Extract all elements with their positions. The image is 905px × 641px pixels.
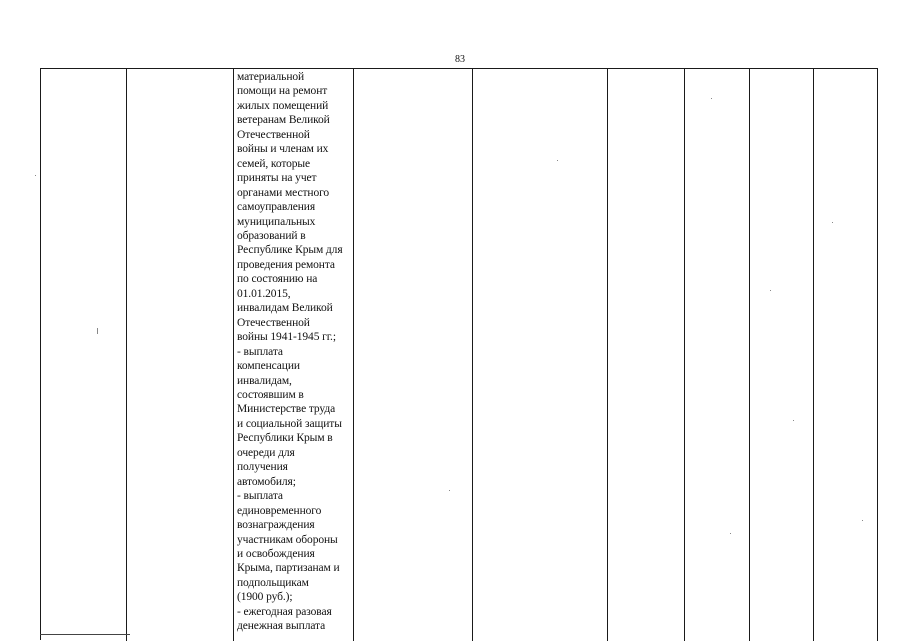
text-line: Республики Крым в — [237, 432, 333, 445]
text-line: состоявшим в — [237, 388, 304, 401]
text-line: участникам обороны — [237, 533, 338, 546]
table-column-3 — [234, 69, 354, 641]
text-line: приняты на учет — [237, 172, 317, 185]
text-line: жилых помещений — [237, 99, 329, 112]
table-column-6 — [608, 69, 685, 641]
table-column-7 — [685, 69, 750, 641]
page-number: 83 — [455, 54, 465, 65]
scan-speck — [35, 175, 36, 176]
text-line: самоуправления — [237, 201, 316, 214]
scan-speck — [449, 490, 450, 491]
scan-speck — [793, 420, 794, 421]
text-line: семей, которые — [237, 157, 311, 170]
scan-speck — [770, 290, 771, 291]
text-line: Министерстве труда — [237, 403, 336, 416]
text-line: очереди для — [237, 446, 295, 459]
table-cell-description — [234, 69, 353, 634]
text-line: автомобиля; — [237, 475, 296, 488]
text-line: Отечественной — [237, 316, 310, 329]
text-line: войны и членам их — [237, 143, 329, 156]
text-line: Крыма, партизанам и — [237, 562, 340, 575]
text-line: (1900 руб.); — [237, 591, 293, 604]
text-line: Республике Крым для — [237, 244, 343, 257]
text-line: органами местного — [237, 186, 330, 199]
text-line: инвалидам, — [237, 374, 292, 387]
scan-speck — [711, 98, 712, 99]
text-line: проведения ремонта — [237, 258, 335, 271]
scan-speck — [862, 520, 863, 521]
text-line: денежная выплата — [237, 620, 326, 633]
text-line: - выплата — [237, 490, 283, 503]
bottom-rule — [40, 634, 130, 635]
text-line: подпольщикам — [237, 576, 309, 589]
table-column-2 — [127, 69, 234, 641]
text-line: по состоянию на — [237, 273, 318, 286]
table-column-1 — [41, 69, 127, 641]
text-line: материальной — [237, 71, 305, 83]
text-line: муниципальных — [237, 215, 316, 228]
text-line: получения — [237, 461, 288, 474]
table-column-4 — [354, 69, 473, 641]
scan-speck — [832, 222, 833, 223]
scan-speck — [557, 160, 558, 161]
text-line: и социальной защиты — [237, 417, 342, 430]
text-line: Отечественной — [237, 128, 310, 141]
text-line: - выплата — [237, 345, 283, 358]
table-column-5 — [473, 69, 608, 641]
scan-speck — [730, 533, 731, 534]
text-line: - ежегодная разовая — [237, 605, 332, 618]
text-line: инвалидам Великой — [237, 302, 333, 315]
text-line: и освобождения — [237, 547, 315, 560]
table-column-8 — [750, 69, 814, 641]
text-line: единовременного — [237, 504, 322, 517]
text-line: ветеранам Великой — [237, 114, 330, 127]
text-line: помощи на ремонт — [237, 85, 328, 98]
text-line: войны 1941-1945 гг.; — [237, 331, 336, 344]
table-grid — [40, 68, 878, 640]
text-line: образований в — [237, 229, 306, 242]
scan-speck — [97, 328, 98, 334]
table-column-9 — [814, 69, 878, 641]
text-line: компенсации — [237, 360, 300, 373]
text-line: вознаграждения — [237, 519, 315, 532]
text-line: 01.01.2015, — [237, 287, 291, 300]
